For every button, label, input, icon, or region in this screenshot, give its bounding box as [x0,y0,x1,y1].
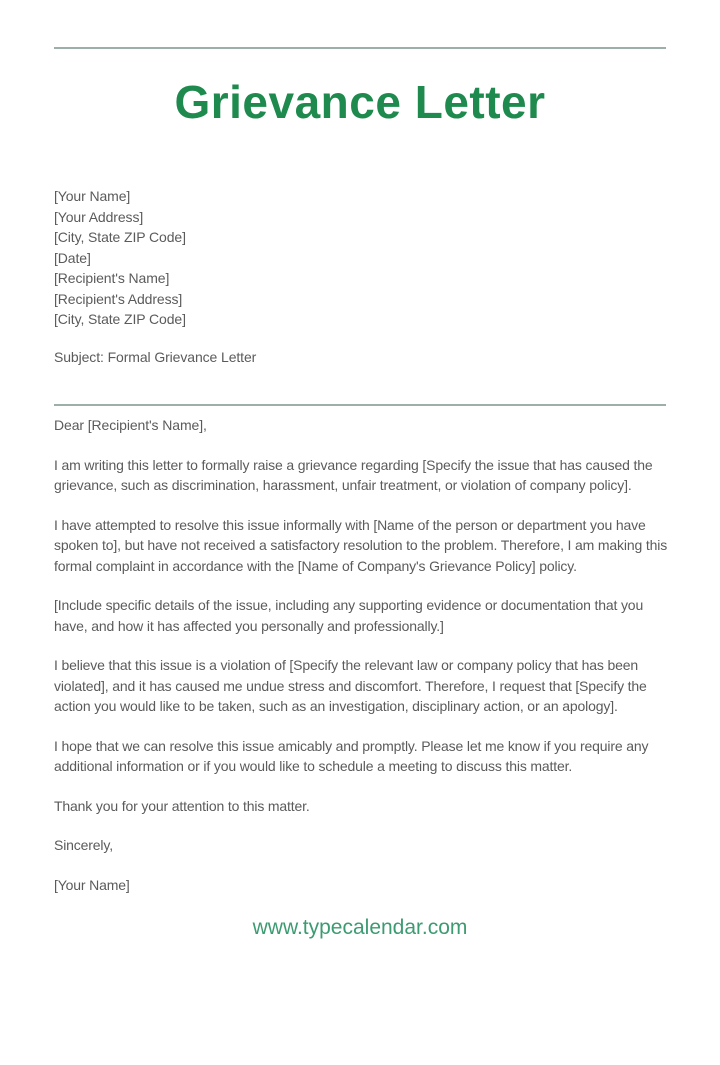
body-paragraph-resolution-hope: I hope that we can resolve this issue amicably and promptly. Please let me know if you require any additional information or if you would like to schedule a meeting to discuss this matter. [54,737,649,774]
site-footer [0,915,720,941]
address-line-city-state-zip: [City, State ZIP Code] [54,229,186,245]
page-title: Grievance Letter [174,76,546,128]
salutation: Dear [Recipient's Name], [54,417,207,433]
address-line-recipient-address: [Recipient's Address] [54,290,183,307]
footer-url: www.typecalendar.com [252,916,468,939]
body-paragraph-details-placeholder: [Include specific details of the issue, including any supporting evidence or documentation that you have, and how it has affected you personally and professionally.] [54,597,644,634]
body-paragraph-violation-request: I believe that this issue is a violation of [Specify the relevant law or company policy that has been violated], and it has caused me undue stress and discomfort. Therefore, I request that [Specify the action you would like to be taken, such as an investigation, disciplinary action, or an apology]. [54,657,647,714]
signature-name: [Your Name] [54,876,130,893]
letter-page [0,47,720,1065]
body-paragraph-issue: I am writing this letter to formally raise a grievance regarding [Specify the issue that has caused the grievance, such as discrimination, harassment, unfair treatment, or violation of company policy]. [54,456,653,493]
body-paragraph-thank-you: Thank you for your attention to this matter. [54,797,310,814]
address-line-date: [Date] [54,249,91,266]
closing: Sincerely, [54,837,113,853]
body-paragraph-informal-attempt: I have attempted to resolve this issue informally with [Name of the person or department you have spoken to], but have not received a satisfactory resolution to the problem. Therefore, I am making this formal complaint in accordance with the [Name of Company's Grievance Policy] policy. [54,516,668,574]
address-block [54,186,666,330]
subject-line: Subject: Formal Grievance Letter [54,348,257,365]
address-line-your-name: [Your Name] [54,188,131,204]
address-line-your-address: [Your Address] [54,208,144,225]
address-line-recipient-name: [Recipient's Name] [54,270,170,286]
top-divider [54,47,666,49]
section-divider [54,404,666,406]
address-line-recipient-city-state-zip: [City, State ZIP Code] [54,311,186,327]
